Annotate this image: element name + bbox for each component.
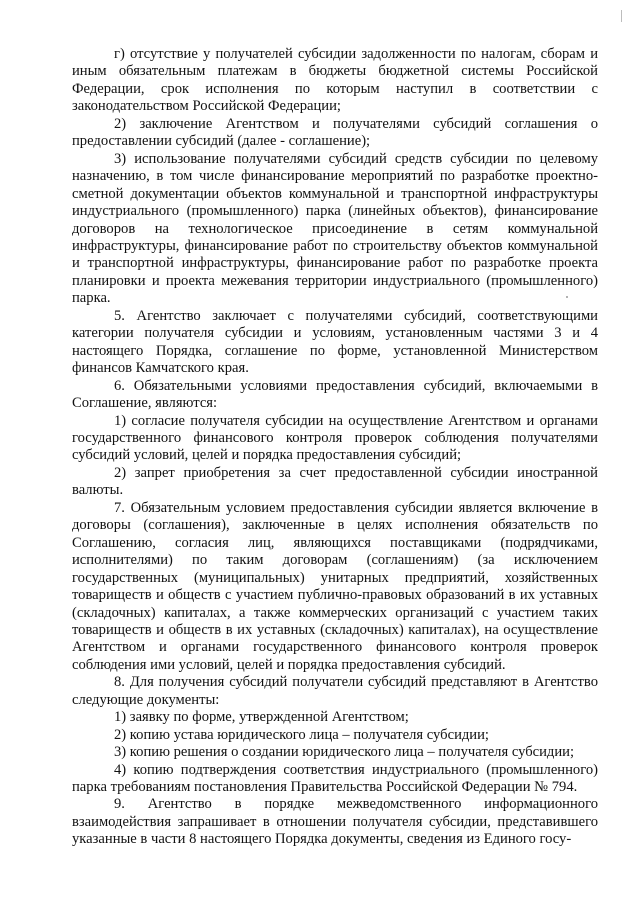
paragraph-section-6-item-1: 1) согласие получателя субсидии на осуществление Агентством и органами государственного финансового контроля проверок соблюдения получателями субсидий условий, целей и порядка предоставления субсидий;	[72, 412, 598, 464]
paragraph-section-7: 7. Обязательным условием предоставления субсидии является включение в договоры (соглашения), заключенные в целях исполнения обязательств по Соглашению, согласия лиц, являющихся поставщиками (подрядчиками, исполнителями) по таким договорам (соглашениям) (за исключением государственных (муниципальных) унитарных предприятий, хозяйственных товариществ и обществ с участием публично-правовых образований в их уставных (складочных) капиталах, а также коммерческих организаций с участием таких товариществ и обществ в их уставных (складочных) капиталах), на осуществление Агентством и органами государственного финансового контроля проверок соблюдения ими условий, целей и порядка предоставления субсидий.	[72, 499, 598, 673]
paragraph-section-8-item-3: 3) копию решения о создании юридического лица – получателя субсидии;	[114, 744, 575, 761]
paragraph-section-8: 8. Для получения субсидий получатели субсидий представляют в Агентство следующие документы:	[72, 674, 598, 708]
scan-artifact-dot	[566, 296, 568, 298]
paragraph-section-8-item-4: 4) копию подтверждения соответствия индустриального (промышленного) парка требованиям постановления Правительства Российской Федерации № 794.	[72, 761, 598, 796]
paragraph-section-9: 9. Агентство в порядке межведомственного информационного взаимодействия запрашивает в отношении получателя субсидии, представившего указанные в части 8 настоящего Порядка документы, сведения из Единого госу-	[72, 796, 598, 848]
document-page	[72, 46, 598, 849]
paragraph-section-5: 5. Агентство заключает с получателями субсидий, соответствующими категории получателя субсидии и условиям, установленным частями 3 и 4 настоящего Порядка, соглашение по форме, установленной Министерством финансов Камчатского края.	[72, 307, 598, 377]
page-edge-mark	[621, 10, 626, 22]
paragraph-section-6: 6. Обязательными условиями предоставления субсидий, включаемыми в Соглашение, являются:	[72, 377, 598, 412]
paragraph-section-8-item-2: 2) копию устава юридического лица – получателя субсидии;	[114, 726, 489, 743]
paragraph-section-6-item-2: 2) запрет приобретения за счет предоставленной субсидии иностранной валюты.	[72, 464, 598, 499]
paragraph-agreement-conclusion: 2) заключение Агентством и получателями субсидий соглашения о предоставлении субсидий (далее - соглашение);	[72, 115, 598, 150]
paragraph-target-use: 3) использование получателями субсидий средств субсидии по целевому назначению, в том числе финансирование мероприятий по разработке проектно-сметной документации объектов коммунальной и транспортной инфраструктуры индустриального (промышленного) парка (линейных объектов), финансирование договоров на технологическое присоединение в сетям коммунальной инфраструктуры, финансирование работ по строительству объектов коммунальной и транспортной инфраструктуры, финансирование работ по разработке проекта планировки и проекта межевания территории индустриального (промышленного) парка.	[72, 150, 598, 307]
paragraph-section-8-item-1: 1) заявку по форме, утвержденной Агентством;	[114, 709, 409, 726]
paragraph-tax-debt-condition: г) отсутствие у получателей субсидии задолженности по налогам, сборам и иным обязательным платежам в бюджеты бюджетной системы Российской Федерации, срок исполнения по которым наступил в соответствии с законодательством Российской Федерации;	[72, 46, 598, 115]
